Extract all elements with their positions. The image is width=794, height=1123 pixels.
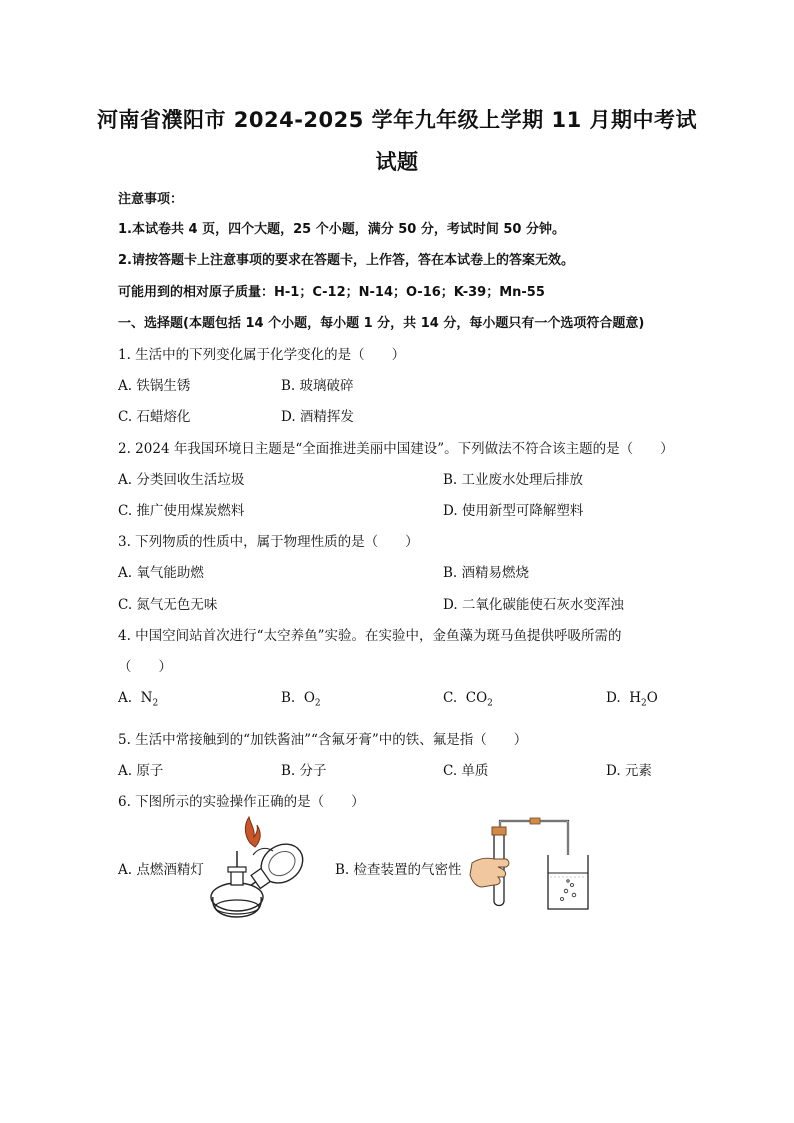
- question-5-option-b: B. 分子: [281, 763, 327, 779]
- alcohol-lamp-illustration: [205, 815, 315, 920]
- option-label: C.: [443, 690, 458, 706]
- question-3-option-a: A. 氧气能助燃: [118, 565, 204, 581]
- question-4-option-d: [606, 690, 658, 709]
- atomic-mass-line: 可能用到的相对原子质量：H-1；C-12；N-14；O-16；K-39；Mn-55: [118, 285, 545, 300]
- question-4-option-a: [118, 690, 158, 709]
- question-4-stem-cont: （ ）: [118, 659, 172, 675]
- exam-title: 河南省濮阳市 2024-2025 学年九年级上学期 11 月期中考试: [96, 108, 698, 132]
- question-6-stem: 6. 下图所示的实验操作正确的是（ ）: [118, 794, 365, 810]
- question-3-option-c: C. 氮气无色无味: [118, 597, 218, 613]
- question-6-option-b: B. 检查装置的气密性: [335, 862, 462, 878]
- formula-subscript: 2: [641, 698, 647, 709]
- notice-item-2: 2.请按答题卡上注意事项的要求在答题卡，上作答，答在本试卷上的答案无效。: [118, 253, 574, 268]
- question-3-stem: 3. 下列物质的性质中，属于物理性质的是（ ）: [118, 534, 419, 550]
- question-5-option-a: A. 原子: [118, 763, 164, 779]
- section-heading: 一、选择题(本题包括 14 个小题，每小题 1 分，共 14 分，每小题只有一个选项符合题意): [118, 316, 645, 331]
- question-6-option-a: A. 点燃酒精灯: [118, 862, 204, 878]
- formula-h2o-tail: O: [646, 690, 658, 706]
- question-1-stem: 1. 生活中的下列变化属于化学变化的是（ ）: [118, 347, 406, 363]
- question-3-option-d: D. 二氧化碳能使石灰水变浑浊: [443, 597, 624, 613]
- option-label: A.: [118, 690, 133, 706]
- question-1-option-c: C. 石蜡熔化: [118, 409, 191, 425]
- question-2-option-d: D. 使用新型可降解塑料: [443, 503, 584, 519]
- question-2-option-c: C. 推广使用煤炭燃料: [118, 503, 245, 519]
- option-label: B.: [281, 690, 296, 706]
- question-2-option-b: B. 工业废水处理后排放: [443, 472, 584, 488]
- notice-item-1: 1.本试卷共 4 页，四个大题，25 个小题，满分 50 分，考试时间 50 分钟。: [118, 222, 565, 237]
- formula-n2: N: [140, 690, 153, 706]
- question-5-stem: 5. 生活中常接触到的“加铁酱油”“含氟牙膏”中的铁、氟是指（ ）: [118, 732, 528, 748]
- question-4-option-b: [281, 690, 321, 709]
- formula-subscript: 2: [487, 698, 493, 709]
- question-5-option-d: D. 元素: [606, 763, 652, 779]
- option-label: D.: [606, 690, 621, 706]
- question-2-option-a: A. 分类回收生活垃圾: [118, 472, 245, 488]
- formula-h2o: H: [629, 690, 642, 706]
- question-2-stem: 2. 2024 年我国环境日主题是“全面推进美丽中国建设”。下列做法不符合该主题的是（ ）: [118, 441, 674, 457]
- formula-subscript: 2: [314, 698, 321, 709]
- question-4-option-c: [443, 690, 493, 709]
- question-4-stem: 4. 中国空间站首次进行“太空养鱼”实验。在实验中，金鱼藻为斑马鱼提供呼吸所需的: [118, 628, 622, 644]
- airtightness-check-illustration: [464, 815, 599, 915]
- question-5-option-c: C. 单质: [443, 763, 489, 779]
- formula-co2: CO: [465, 690, 488, 706]
- formula-subscript: 2: [152, 698, 159, 709]
- question-1-option-d: D. 酒精挥发: [281, 409, 354, 425]
- exam-title-line2: 试题: [375, 150, 419, 174]
- question-1-option-a: A. 铁锅生锈: [118, 378, 191, 394]
- question-1-option-b: B. 玻璃破碎: [281, 378, 354, 394]
- formula-o2: O: [303, 690, 315, 706]
- notice-heading: 注意事项：: [118, 192, 184, 207]
- question-3-option-b: B. 酒精易燃烧: [443, 565, 530, 581]
